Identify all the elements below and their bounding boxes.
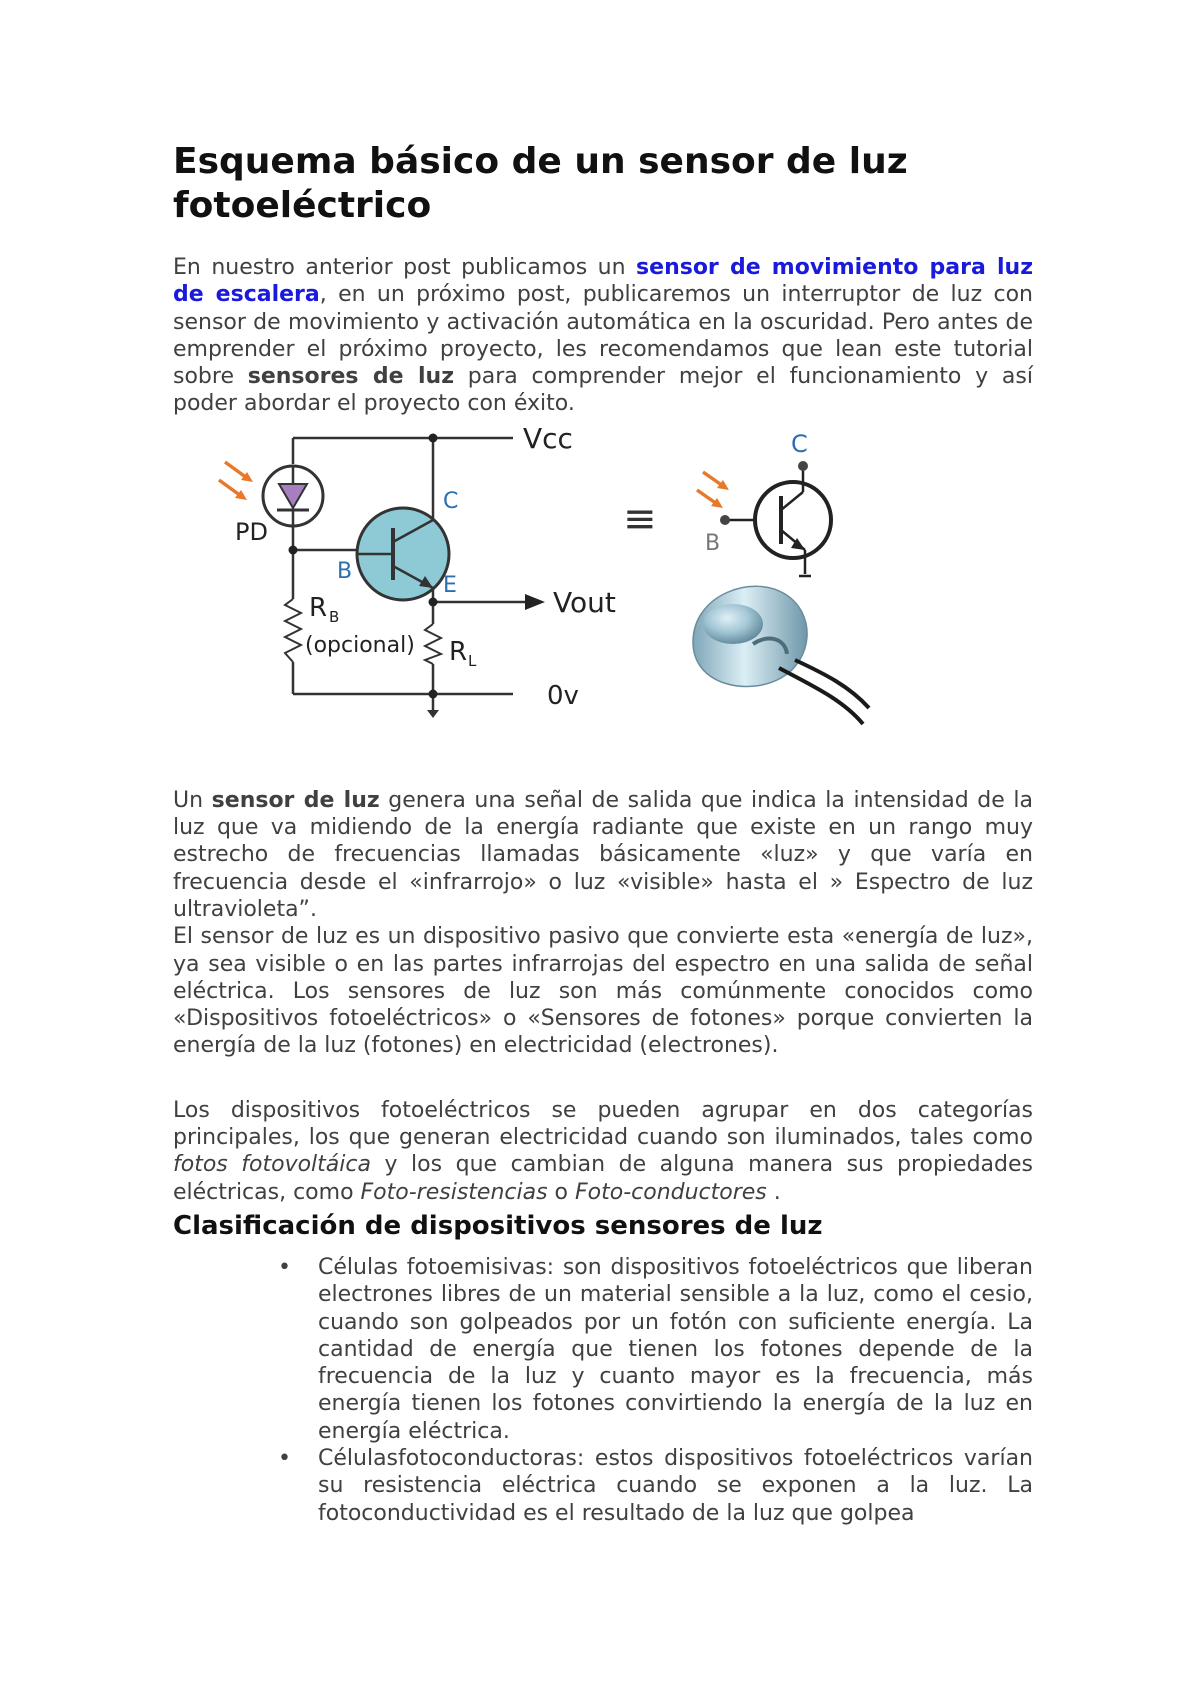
list-item-text: Células fotoemisivas: son dispositivos fotoeléctricos que liberan electrones libres de un material sensible a la luz, como el cesio, cuando son golpeados por un fotón con suficiente energía. La cantidad de energía que tienen los fotones depende de la frecuencia de la luz y cuanto mayor es la frecuencia, más energía tienen los fotones convirtiendo la energía de la luz en energía eléctrica. (318, 1254, 1033, 1444)
npn-transistor-icon (357, 508, 449, 600)
intro-text-2: , en un próximo post, publicaremos un interruptor de luz con sensor de movimiento y activación automática en la oscuridad. Pero antes de emprender el próximo proyecto, les recomendamos que lean este tutorial sobre (173, 282, 1034, 390)
para3-italic-2: Foto-resistencias (360, 1179, 548, 1205)
para2-text-2: genera una señal de salida que indica la intensidad de la luz que va midiendo de la energía radiante que existe en un rango muy estrecho de frecuencias llamadas básicamente «luz» y que varía en frecuencia desde el «infrarrojo» o luz «visible» hasta el » Espectro de luz ultravioleta”. (173, 787, 1034, 922)
intro-text-1: En nuestro anterior post publicamos un (173, 255, 637, 280)
rb-subscript: B (329, 607, 340, 626)
vout-arrow (525, 594, 545, 610)
categories-paragraph (173, 1097, 1033, 1206)
para3-text-3: o (547, 1179, 575, 1205)
phototransistor-light-arrows-icon (697, 472, 729, 508)
document-page (173, 140, 1033, 1527)
photodiode-icon (263, 466, 323, 526)
pd-label: PD (235, 517, 268, 546)
intro-bold: sensores de luz (247, 364, 455, 390)
bullet-icon: • (278, 1446, 291, 1472)
emitter-label: E (443, 572, 457, 598)
classification-list (173, 1254, 1033, 1527)
symbol-base-label: B (705, 530, 721, 556)
phototransistor-symbol-icon (720, 461, 831, 576)
light-arrows-icon (219, 462, 253, 500)
list-item (278, 1254, 1033, 1445)
vcc-label: Vcc (523, 423, 573, 455)
para2-text-3: El sensor de luz es un dispositivo pasivo que convierte esta «energía de luz», ya sea visible o en las partes infrarrojas del espectro en una salida de señal eléctrica. Los sensores de luz son más comúnmente conocidos como «Dispositivos fotoeléctricos» o «Sensores de fotones» porque convierten la energía de la luz (fotones) en electricidad (electrones). (173, 924, 1033, 1059)
para2-text-1: Un (173, 787, 212, 813)
list-item (278, 1445, 1033, 1527)
bullet-icon: • (278, 1254, 291, 1280)
para3-italic-1: fotos fotovoltáica (173, 1152, 371, 1178)
phototransistor-photo (693, 586, 869, 724)
symbol-collector-label: C (791, 429, 808, 458)
ground-arrow (427, 710, 439, 718)
resistor-rl (425, 624, 441, 664)
rl-subscript: L (468, 651, 477, 670)
zero-volt-label: 0v (547, 680, 579, 711)
vout-label: Vout (553, 585, 616, 619)
collector-label: C (443, 488, 459, 514)
para2-bold: sensor de luz (211, 787, 380, 813)
para3-text-4: . (766, 1179, 781, 1205)
equivalence-sign: ≡ (623, 495, 657, 542)
photo-sensor-circuit-diagram (213, 424, 1033, 764)
rl-label: R (449, 636, 468, 667)
resistor-rb (285, 599, 301, 662)
sensor-link[interactable]: sensor de movimiento para luz de escalera (173, 255, 1034, 308)
list-item-text: Célulasfotoconductoras: estos dispositivos fotoeléctricos varían su resistencia eléctrica cuando se exponen a la luz. La fotoconductividad es el resultado de la luz que golpea (318, 1446, 1033, 1526)
description-paragraph (173, 787, 1033, 1060)
base-label: B (337, 558, 353, 584)
intro-text-3: para comprender mejor el funcionamiento y así poder abordar el proyecto con éxito. (173, 364, 1033, 417)
para3-text-2: y los que cambian de alguna manera sus propiedades eléctricas, como (173, 1152, 1033, 1205)
intro-paragraph (173, 254, 1033, 418)
para3-text-1: Los dispositivos fotoeléctricos se pueden agrupar en dos categorías principales, los que generan electricidad cuando son iluminados, tales como (173, 1097, 1033, 1151)
rb-label: R (309, 592, 328, 623)
page-title: Esquema básico de un sensor de luz fotoeléctrico (173, 141, 908, 226)
para3-italic-3: Foto-conductores (575, 1179, 767, 1205)
section-heading: Clasificación de dispositivos sensores de luz (173, 1210, 823, 1241)
opcional-label: (opcional) (305, 632, 415, 658)
circuit-figure (213, 424, 1033, 764)
